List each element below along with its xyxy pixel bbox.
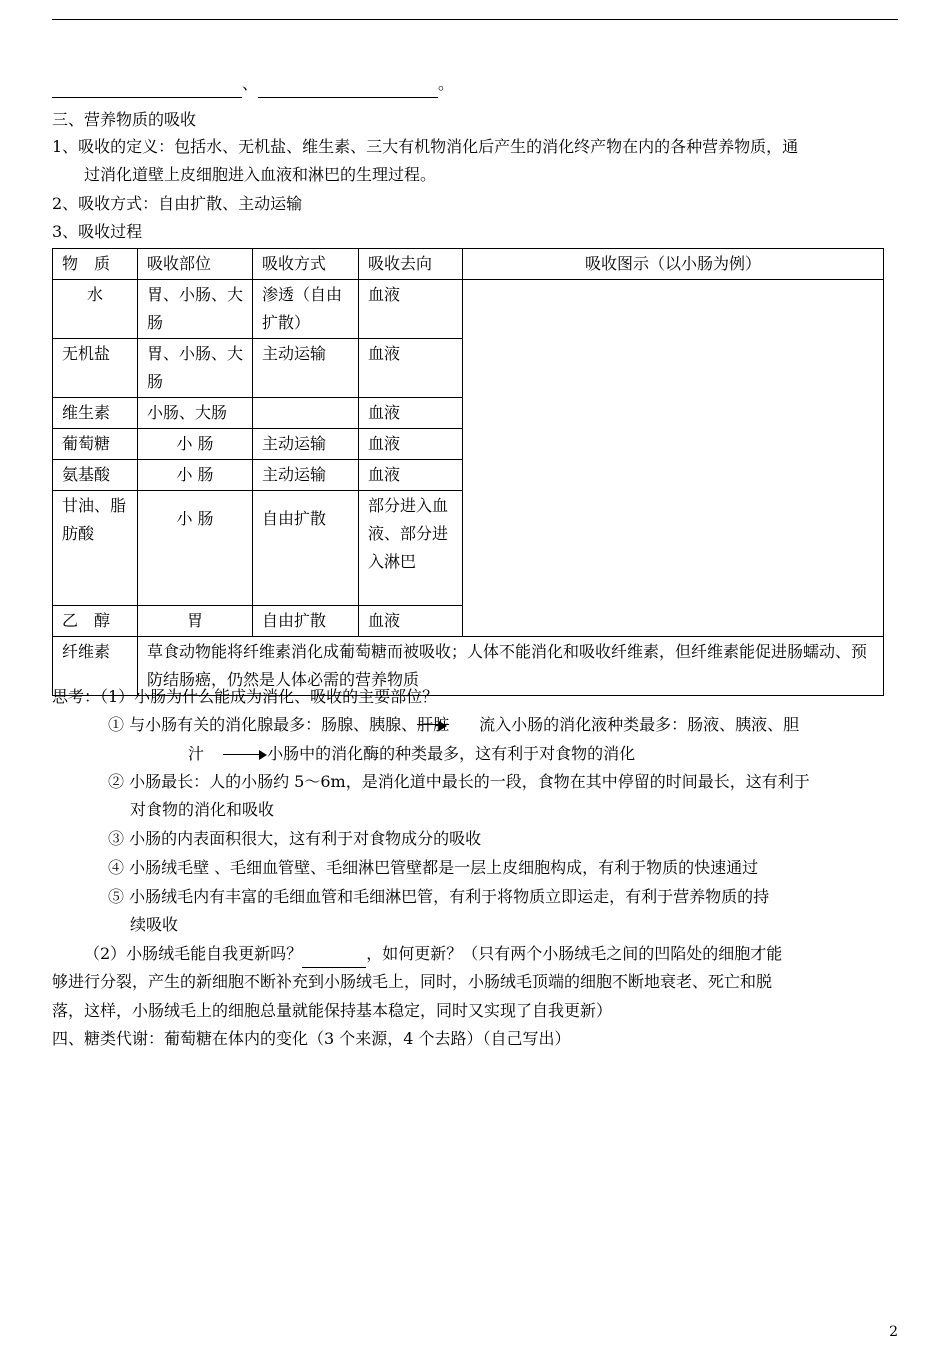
q2-suffix: ，如何更新？（只有两个小肠绒毛之间的凹陷处的细胞才能	[366, 944, 783, 963]
fill-in-line	[52, 70, 454, 98]
point-1-text-d: 小肠中的消化酶的种类最多，这有利于对食物的消化	[267, 744, 636, 763]
cell-site: 胃、小肠、大肠	[138, 280, 253, 339]
cell-destination: 血液	[359, 339, 463, 398]
point-5-line2: 续吸收	[130, 915, 179, 934]
cell-destination: 血液	[359, 429, 463, 460]
header-destination: 吸收去向	[359, 249, 463, 280]
point-1-strike: 肝脏	[417, 715, 450, 734]
cell-substance: 维生素	[53, 398, 138, 429]
diagram-area	[463, 280, 884, 637]
header-substance: 物 质	[53, 249, 138, 280]
cell-destination: 血液	[359, 280, 463, 339]
header-site: 吸收部位	[138, 249, 253, 280]
cell-fiber-text: 草食动物能将纤维素消化成葡萄糖而被吸收；人体不能消化和吸收纤维素，但纤维素能促进肠蠕动、预防结肠癌，仍然是人体必需的营养物质	[138, 637, 884, 696]
q2-prefix: （2）小肠绒毛能自我更新吗？	[84, 944, 303, 963]
cell-destination: 部分进入血液、部分进入淋巴	[359, 491, 463, 606]
point-3: ③ 小肠的内表面积很大，这有利于对食物成分的吸收	[108, 829, 482, 848]
point-1-text-c: 汁	[188, 744, 205, 763]
blank-2[interactable]	[258, 79, 438, 98]
section3-item1-line1: 1、吸收的定义：包括水、无机盐、维生素、三大有机物消化后产生的消化终产物在内的各种营养物质，通	[52, 137, 799, 156]
cell-method: 渗透（自由扩散）	[253, 280, 359, 339]
section3-item2: 2、吸收方式：自由扩散、主动运输	[52, 194, 303, 213]
cell-method: 自由扩散	[253, 491, 359, 606]
thinking-q2-line3: 落，这样，小肠绒毛上的细胞总量就能保持基本稳定，同时又实现了自我更新）	[52, 1001, 613, 1020]
cell-destination: 血液	[359, 460, 463, 491]
point-1-line1	[108, 711, 799, 739]
cell-site: 胃	[138, 606, 253, 637]
cell-method: 自由扩散	[253, 606, 359, 637]
q2-blank[interactable]	[302, 947, 366, 968]
header-method: 吸收方式	[253, 249, 359, 280]
cell-substance: 乙 醇	[53, 606, 138, 637]
page-number: 2	[889, 1324, 898, 1340]
section4-title: 四、糖类代谢：葡萄糖在体内的变化（3 个来源，4 个去路）（自己写出）	[52, 1029, 571, 1048]
header-rule	[52, 19, 898, 20]
cell-site: 小 肠	[138, 460, 253, 491]
cell-substance: 水	[53, 280, 138, 339]
point-1-text-a: ① 与小肠有关的消化腺最多：肠腺、胰腺、	[108, 715, 418, 734]
separator: 、	[242, 74, 259, 93]
cell-method: 主动运输	[253, 339, 359, 398]
section3-title: 三、营养物质的吸收	[52, 110, 197, 129]
absorption-table	[52, 248, 884, 696]
point-1-text-b: 流入小肠的消化液种类最多：肠液、胰液、胆	[447, 715, 800, 734]
table-row	[53, 280, 884, 339]
cell-method	[253, 398, 359, 429]
cell-method: 主动运输	[253, 429, 359, 460]
point-1-line2	[188, 740, 635, 768]
table-header-row	[53, 249, 884, 280]
section3-item1-line2: 过消化道壁上皮细胞进入血液和淋巴的生理过程。	[84, 165, 437, 184]
cell-substance: 无机盐	[53, 339, 138, 398]
cell-method: 主动运输	[253, 460, 359, 491]
thinking-q2-line1	[84, 940, 782, 968]
point-5-line1: ⑤ 小肠绒毛内有丰富的毛细血管和毛细淋巴管，有利于将物质立即运走，有利于营养物质的持	[108, 887, 770, 906]
fill-end: 。	[438, 74, 455, 93]
arrow-icon	[435, 721, 447, 731]
thinking-q2-line2: 够进行分裂，产生的新细胞不断补充到小肠绒毛上，同时，小肠绒毛顶端的细胞不断地衰老、死亡和脱	[52, 972, 773, 991]
thinking-q1: 思考：（1）小肠为什么能成为消化、吸收的主要部位？	[52, 687, 439, 706]
cell-destination: 血液	[359, 606, 463, 637]
cell-destination: 血液	[359, 398, 463, 429]
point-4: ④ 小肠绒毛壁 、毛细血管壁、毛细淋巴管壁都是一层上皮细胞构成，有利于物质的快速通过	[108, 858, 759, 877]
cell-site: 小 肠	[138, 491, 253, 606]
cell-site: 胃、小肠、大肠	[138, 339, 253, 398]
cell-site: 小 肠	[138, 429, 253, 460]
cell-substance: 甘油、脂肪酸	[53, 491, 138, 606]
cell-site: 小肠、大肠	[138, 398, 253, 429]
point-2-line1: ② 小肠最长：人的小肠约 5～6m，是消化道中最长的一段，食物在其中停留的时间最长，这有利于	[108, 772, 810, 791]
blank-1[interactable]	[52, 79, 242, 98]
cell-substance: 氨基酸	[53, 460, 138, 491]
section3-item3: 3、吸收过程	[52, 222, 143, 241]
point-2-line2: 对食物的消化和吸收	[130, 800, 275, 819]
cell-substance: 葡萄糖	[53, 429, 138, 460]
arrow-icon	[223, 750, 267, 760]
header-diagram: 吸收图示（以小肠为例）	[463, 249, 884, 280]
cell-fiber-label: 纤维素	[53, 637, 138, 696]
